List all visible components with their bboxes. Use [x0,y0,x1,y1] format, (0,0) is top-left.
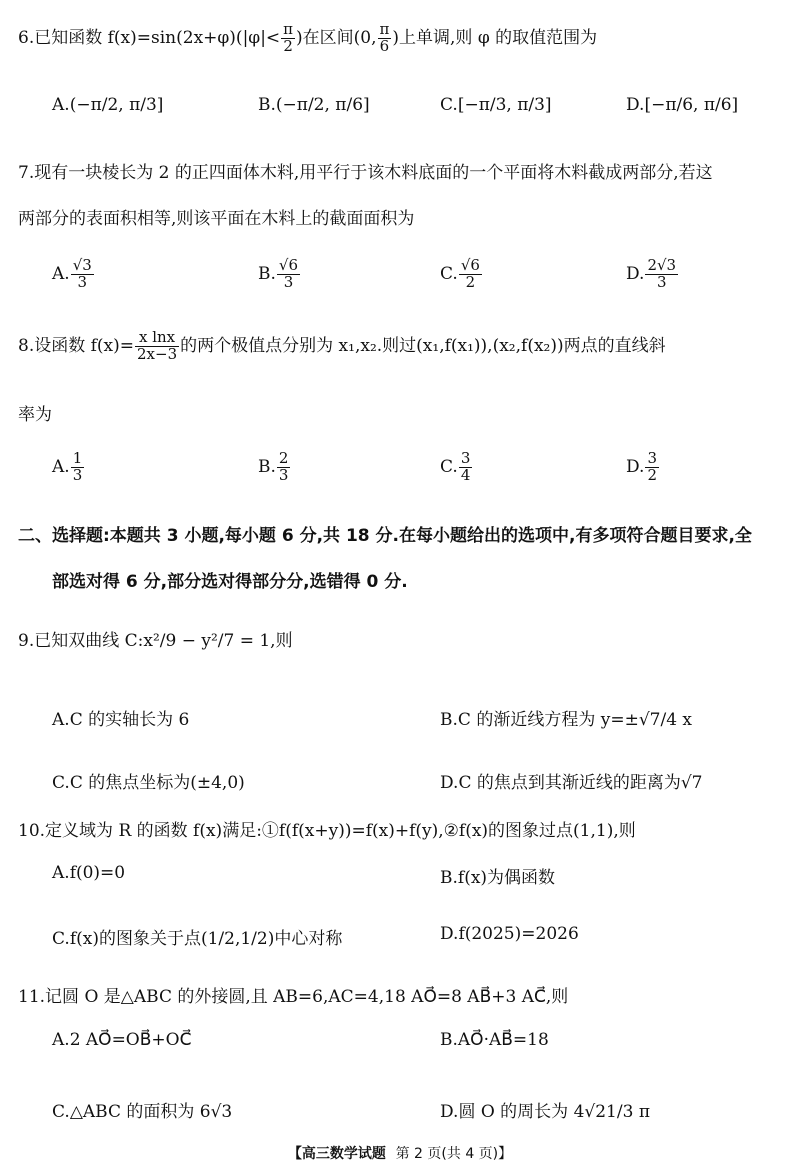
q6-option-b[interactable]: B.(−π/2, π/6] [258,95,370,115]
q10-option-a[interactable]: A.f(0)=0 [52,863,126,883]
q7-stem-line1: 7.现有一块棱长为 2 的正四面体木料,用平行于该木料底面的一个平面将木料截成两部分,若这 [18,163,713,183]
q8-option-c[interactable]: C. $\frac{3}{4}$ [440,449,471,484]
q6-option-a[interactable]: A.(−π/2, π/3] [52,95,164,115]
section2-heading-line2: 部选对得 6 分,部分选对得部分分,选错得 0 分. [52,572,408,592]
q7-option-a[interactable]: A. $\frac{√3}{3}$ [52,256,92,291]
q8-option-b[interactable]: B. $\frac{2}{3}$ [258,449,289,484]
q6-option-c[interactable]: C.[−π/3, π/3] [440,95,552,115]
q6-stem: 6.已知函数 f(x)=sin(2x+φ)(|φ|< $\frac{\pi}{2}$ )在区间(0, $\frac{\pi}{6}$ )上单调,则 φ 的取值范围为 [18,20,598,55]
q10-option-c[interactable]: C.f(x)的图象关于点(1/2,1/2)中心对称 [52,929,343,949]
section2-heading-line1: 二、选择题:本题共 3 小题,每小题 6 分,共 18 分.在每小题给出的选项中,有多项符合题目要求,全 [18,526,752,546]
q8-option-d[interactable]: D. $\frac{3}{2}$ [626,449,657,484]
q9-option-b[interactable]: B.C 的渐近线方程为 y=±√7/4 x [440,710,692,730]
q9-stem: 9.已知双曲线 C:x²/9 − y²/7 = 1,则 [18,631,293,651]
q7-option-b[interactable]: B. $\frac{√6}{3}$ [258,256,299,291]
q11-stem: 11.记圆 O 是△ABC 的外接圆,且 AB=6,AC=4,18 AO⃗=8 AB⃗+3 AC⃗,则 [18,987,569,1007]
q11-option-a[interactable]: A.2 AO⃗=OB⃗+OC⃗ [52,1030,192,1050]
q11-option-b[interactable]: B.AO⃗·AB⃗=18 [440,1030,549,1050]
q10-option-b[interactable]: B.f(x)为偶函数 [440,868,556,888]
page-footer: 【高三数学试题 第 2 页(共 4 页)】 [287,1146,513,1162]
q7-stem-line2: 两部分的表面积相等,则该平面在木料上的截面面积为 [18,209,415,229]
q8-stem-line2: 率为 [18,405,52,425]
q11-option-d[interactable]: D.圆 O 的周长为 4√21/3 π [440,1102,650,1122]
q9-option-a[interactable]: A.C 的实轴长为 6 [52,710,190,730]
q10-option-d[interactable]: D.f(2025)=2026 [440,924,579,944]
q8-option-a[interactable]: A. $\frac{1}{3}$ [52,449,83,484]
q7-option-d[interactable]: D. $\frac{2√3}{3}$ [626,256,677,291]
q10-stem: 10.定义域为 R 的函数 f(x)满足:①f(f(x+y))=f(x)+f(y),②f(x)的图象过点(1,1),则 [18,821,636,841]
q6-option-d[interactable]: D.[−π/6, π/6] [626,95,739,115]
q9-option-c[interactable]: C.C 的焦点坐标为(±4,0) [52,773,245,793]
q7-option-c[interactable]: C. $\frac{√6}{2}$ [440,256,480,291]
q11-option-c[interactable]: C.△ABC 的面积为 6√3 [52,1102,233,1122]
q8-stem-line1: 8.设函数 f(x)= $\frac{\text{x lnx}}{2x-3}$ 的两个极值点分别为 x₁,x₂.则过(x₁,f(x₁)),(x₂,f(x₂))两点的直线斜 [18,328,666,363]
q9-option-d[interactable]: D.C 的焦点到其渐近线的距离为√7 [440,773,703,793]
